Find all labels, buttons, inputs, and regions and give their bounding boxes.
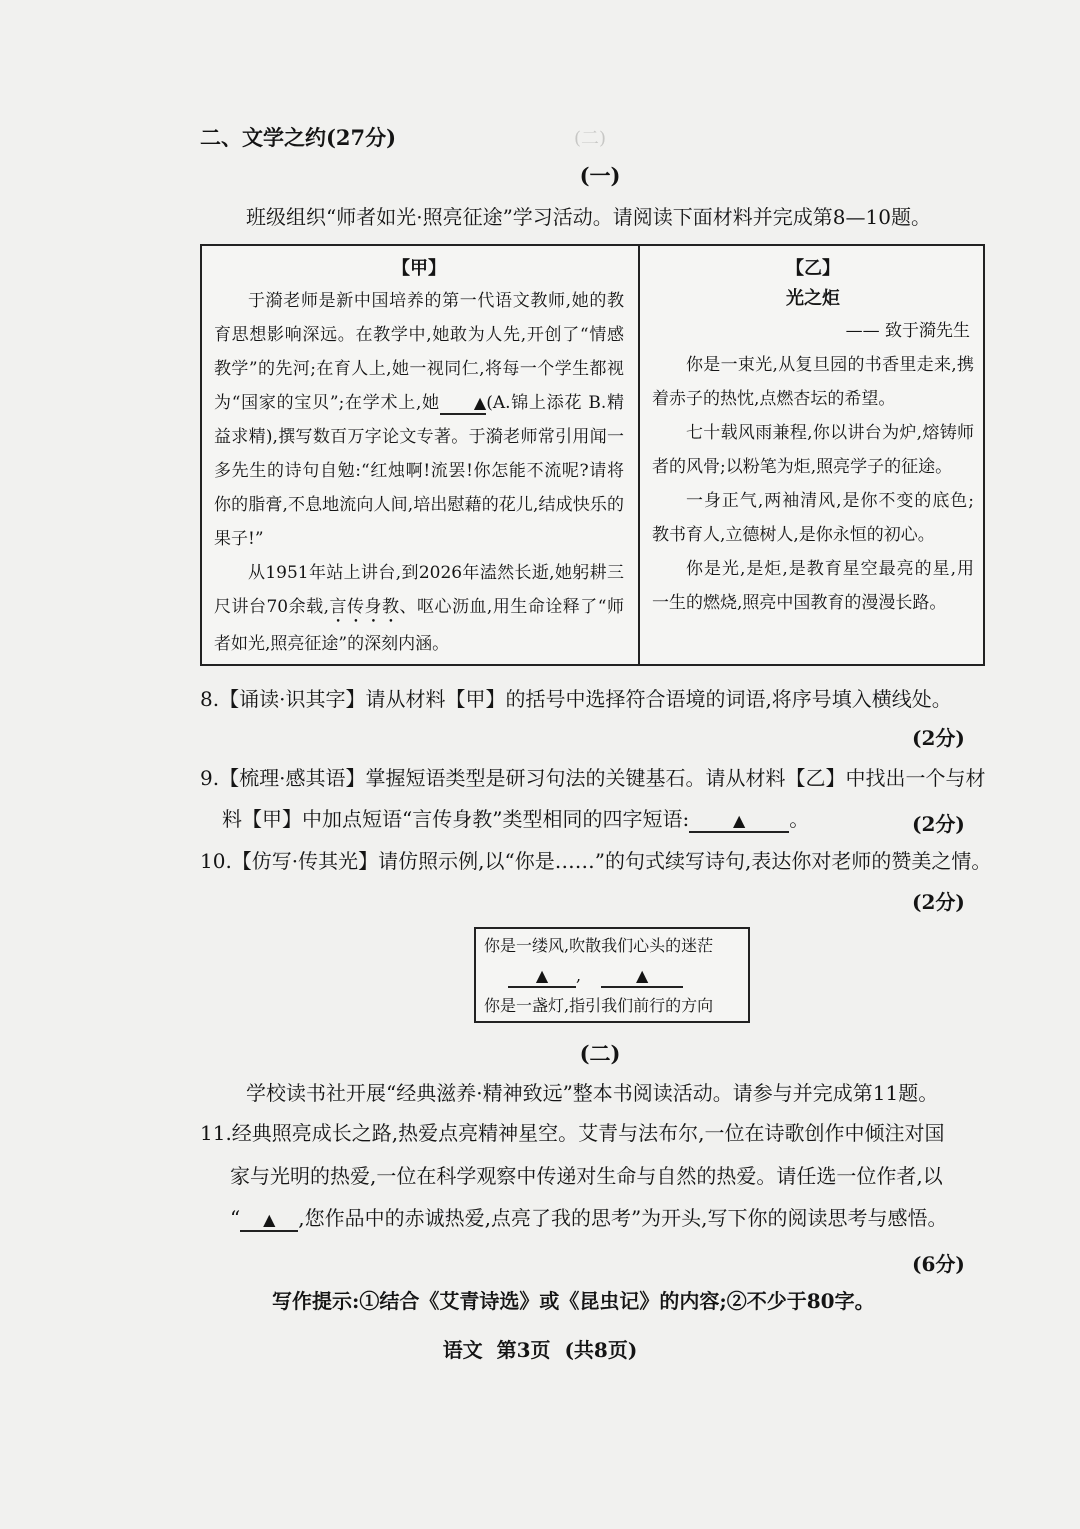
writing-tips: 写作提示:①结合《艾青诗选》或《昆虫记》的内容;②不少于80字。 [272,1289,875,1313]
page-footer: 语文 第3页 (共8页) [442,1338,638,1362]
triangle-icon: ▲ [635,966,649,985]
material-a-text: 、呕心沥血,用生命诠释了“师者如光,照亮征途”的深刻内涵。 [214,597,624,654]
material-a-text: 从1951年站上讲台,到2026年溘然长逝,她躬耕三尺讲台70余载, [214,563,624,617]
poem-stanza: 七十载风雨兼程,你以讲台为炉,熔铸师者的风骨;以粉笔为炬,照亮学子的征途。 [652,423,974,477]
answer-blank-11[interactable] [240,1208,298,1232]
sample-line-1: 你是一缕风,吹散我们心头的迷茫 [484,936,714,955]
sample-line-2[interactable] [484,961,740,991]
bleed-through-label: (二) [574,128,607,149]
part-one-label: (一) [579,163,621,188]
question-11-line-1: 11.经典照亮成长之路,热爱点亮精神星空。艾青与法布尔,一位在诗歌创作中倾注对国 [200,1121,945,1145]
dotted-phrase: 言传身教 [329,597,400,617]
question-9-line-2 [222,798,842,840]
poem-stanza: 你是一束光,从复旦园的书香里走来,携着赤子的热忱,点燃杏坛的希望。 [652,355,974,409]
answer-blank-10a[interactable] [508,966,576,988]
material-a-text: 于漪老师是新中国培养的第一代语文教师,她的教育思想影响深远。在教学中,她敢为人先,开创了“情感教学”的先河;在育人上,她一视同仁,将每一个学生都视为“国家的宝贝”;在学术上,她 [214,291,624,413]
sample-poem-box [474,927,750,1023]
material-a [214,246,624,661]
poem-stanza: 你是光,是炬,是教育星空最亮的星,用一生的燃烧,照亮中国教育的漫漫长路。 [652,559,974,613]
part-one-intro: 班级组织“师者如光·照亮征途”学习活动。请阅读下面材料并完成第8—10题。 [246,205,931,229]
question-9-line-1: 9.【梳理·感其语】掌握短语类型是研习句法的关键基石。请从材料【乙】中找出一个与材 [200,766,986,790]
question-10: 10.【仿写·传其光】请仿照示例,以“你是……”的句式续写诗句,表达你对老师的赞美之情。 [200,849,992,873]
question-11-score: (6分) [912,1252,965,1276]
answer-blank-10b[interactable] [601,966,683,988]
material-b-heading: 【乙】 [786,258,840,279]
materials-box [200,244,985,666]
question-8: 8.【诵读·识其字】请从材料【甲】的括号中选择符合语境的词语,将序号填入横线处。 [200,687,952,711]
triangle-icon: ▲ [263,1210,276,1229]
question-9-text: 。 [789,807,810,831]
poem-dedication: —— 致于漪先生 [845,321,970,341]
answer-blank-8[interactable] [440,393,486,415]
answer-blank-9[interactable] [689,809,789,833]
question-11-line-2: 家与光明的热爱,一位在科学观察中传递对生命与自然的热爱。请任选一位作者,以 [230,1164,943,1188]
material-a-paragraph-2 [214,556,624,661]
triangle-icon: ▲ [733,811,746,830]
question-11-line-3 [230,1197,1020,1239]
question-11-text: ,您作品中的赤诚热爱,点亮了我的思考”为开头,写下你的阅读思考与感悟。 [298,1206,948,1230]
part-two-label: (二) [579,1041,621,1066]
sample-line-3: 你是一盏灯,指引我们前行的方向 [484,996,714,1015]
triangle-icon: ▲ [473,393,487,412]
poem-stanza: 一身正气,两袖清风,是你不变的底色;教书育人,立德树人,是你永恒的初心。 [652,491,974,545]
question-10-score: (2分) [912,890,965,914]
material-b [652,246,974,620]
section-title: 二、文学之约(27分) [200,125,397,150]
material-a-paragraph-1 [214,284,624,556]
material-a-text: ,撰写数百万字论文专著。于漪老师常引用闻一多先生的诗句自勉:“红烛啊!流罢!你怎能不流呢?请将你的脂膏,不息地流向人间,培出慰藉的花儿,结成快乐的果子!” [214,427,624,549]
word-options: (A.锦上添花 B.精益求精) [214,393,624,447]
part-two-intro: 学校读书社开展“经典滋养·精神致远”整本书阅读活动。请参与并完成第11题。 [246,1081,939,1105]
poem-title: 光之炬 [786,288,840,309]
question-11-text: “ [230,1206,241,1230]
materials-divider [638,246,640,664]
question-9-score: (2分) [912,812,965,836]
material-a-heading: 【甲】 [392,258,446,279]
question-8-score: (2分) [912,726,965,750]
sample-comma: , [576,966,582,985]
question-9-text: 料【甲】中加点短语“言传身教”类型相同的四字短语: [222,807,690,831]
triangle-icon: ▲ [535,966,549,985]
